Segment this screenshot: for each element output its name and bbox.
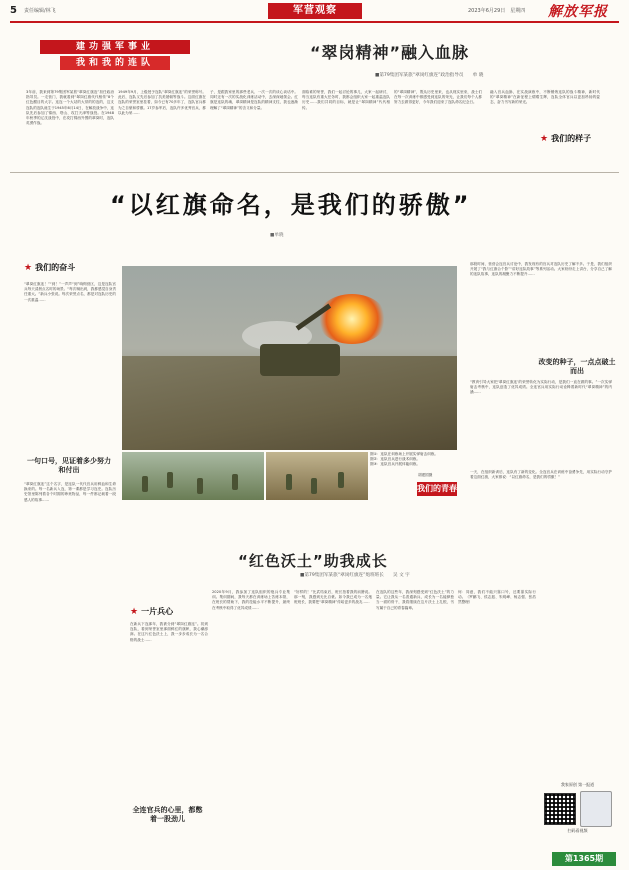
header-rule bbox=[10, 21, 619, 23]
bottom-article-byline: ■第79集团军某旅“翠岗红旗连”炮班班长 吴 文 宇 bbox=[300, 573, 410, 578]
main-article-title: “以红旗命名，是我们的骄傲” bbox=[110, 191, 472, 219]
star-icon: ★ bbox=[540, 134, 549, 144]
top-article-col-1: 3年前，我来到第79集团军某旅“翠岗红旗连”担任政治指导员。一走营门，我就看到“翠岗红旗代代相传”8个红色醒目的大字。连连一个大站的大常的的连的，这支连队的连队诞生于1945年6月14日，在解放战争中，连队先后参加了锦西、塔山、攻打天津等战役。在1948年秋季的辽沈战役中，在攻打锦西外围的翠岗时，连队英勇作战。 bbox=[26, 90, 114, 126]
main-left-col-3: “翠岗红旗连”这个名字，是连队一代代官兵用鲜血和生命换来的。每一名新兵入连，第一课都是学习连史。连队历史馆里陈列着各个时期的珍贵物品，每一件都记载着一段感人的故事…… bbox=[24, 482, 116, 502]
heading-soldier-heart: ★ 一片兵心 bbox=[130, 607, 174, 617]
section-divider bbox=[10, 172, 619, 173]
photo-tactical-training bbox=[122, 452, 264, 500]
issue-number-badge: 第1365期 bbox=[552, 852, 616, 866]
main-photo-artillery bbox=[122, 266, 457, 450]
top-article-col-3: 子，是跟我家里的那些老兵、一次一次的谈心谈话中。同时还有一次的实战化训练活动中，去深深地领会。红旗是连队的魂，翠岗精神是连队的精神支柱，我也逐渐理解了“翠岗精神”的含义和分量。 bbox=[210, 90, 298, 110]
subheading-determination: 全连官兵的心里，都憋着一股劲儿 bbox=[132, 806, 203, 823]
qr-title: 我家原创 第一报道 bbox=[560, 782, 595, 787]
qr-code-box bbox=[540, 782, 615, 842]
issue-date: 2023年6月29日 星期四 bbox=[468, 8, 526, 14]
bottom-col-1: 在新兵下连那年，我被分到“翠岗红旗连”。初到连队，看到荣誉室里那面鲜红的旗帜，我心潮澎湃。在这片红色沃土上，我一步步成长为一名合格的战士…… bbox=[130, 622, 208, 642]
bottom-col-2: 2020年9月，我参加了连队组织的炮兵专业集训。集训期间，我每天都在训练场上苦练本领，在班长的帮助下，我的技能水平不断提升，最终在考核中取得了优异成绩…… bbox=[212, 590, 290, 610]
main-article-byline: ■单晓 bbox=[270, 233, 284, 238]
top-article-col-4: 面临谁的荣誉，我们一起讨论的事儿，大家一起研讨，每当连队有重大任务时，我都会组织大家一起重温连队历史……我们共同的目标，就是让“翠岗精神”代代相传。 bbox=[302, 90, 390, 110]
main-right-col: 那段时间，营营会连官兵讨论中，我发现有的官兵对连队历史了解不多。于是，我们组织开展了“我与红旗合个影”“讲好连队故事”等系列活动。大家纷纷走上讲台，分享自己了解的连队故事，连队的凝聚力不断提升…… bbox=[470, 262, 612, 277]
main-right-col-3: 一天，在组织新训后，连队有了新的变化。全连官兵在训练中奋勇争先，用实际行动守护着这面红旗，大家都说：“以红旗命名，是我们的骄傲！” bbox=[470, 470, 612, 480]
column-banner bbox=[40, 40, 190, 70]
heading-our-look: ★ 我们的样子 bbox=[540, 134, 592, 144]
banner-line-1: 建功强军事业 bbox=[40, 40, 190, 54]
bottom-col-5: 何：同意，我们不能只靠口号，还要靠实际行动。（罗鹏飞、侯志振、朱明峰、杨志强、张浩然整理） bbox=[458, 590, 536, 605]
section-title: 军营观察 bbox=[268, 3, 362, 19]
main-left-col-1: “翠岗红旗连！”“到！”一声声“到”响彻营区，这是连队官兵每天清晨点名时的场景。“每次喊出到，我都感觉自身责任重大。”新兵小张说。每次荣誉点名，都是对连队历史的一次重温…… bbox=[24, 282, 116, 302]
bottom-col-4: 在连队的这些年，我深刻感受到“红色沃土”的力量。它让我从一名普通新兵，成长为一名能够独当一面的骨干，我将继续在这片沃土上扎根，书写属于自己的青春篇章。 bbox=[376, 590, 454, 610]
main-right-col-2: “教育引导大家把‘翠岗红旗连’的荣誉转化为实际行动，是我们一直在做的事。”一次实弹射击考核中，连队创造了优异成绩。全连官兵用实际行动诠释着新时代“翠岗精神”的内涵…… bbox=[470, 380, 612, 395]
top-article-title: “翠岗精神”融入血脉 bbox=[310, 43, 470, 62]
subheading-slogan: 一句口号，见证着多少努力和付出 bbox=[27, 457, 111, 474]
star-icon: ★ bbox=[24, 263, 33, 273]
heading-our-struggle: ★ 我们的奋斗 bbox=[24, 263, 76, 273]
top-article-col-5: 的“翠岗精神”，既从历史里来，也从现实里来，战士们在每一次训练中都感受到连队的荣光，让我们每个人都努力去做得更好，今年我们迎来了连队命名纪念日。 bbox=[394, 90, 482, 105]
banner-line-2: 我和我的连队 bbox=[60, 56, 170, 70]
youth-column-logo: 我们的青春 bbox=[417, 482, 457, 496]
artillery-vehicle bbox=[260, 344, 340, 376]
right-top-col: 融入官兵血脉，在实战演练中，不断锤炼连队的战斗精神，新时代的“翠岗精神”在新征程上熠熠生辉，连队全体官兵以更加昂扬的姿态，奋力书写新的荣光。 bbox=[490, 90, 600, 105]
photo-author: 胡建国摄 bbox=[418, 473, 433, 477]
editor-credit: 责任编辑/林飞 bbox=[24, 8, 56, 14]
muzzle-flash bbox=[317, 294, 387, 344]
subheading-seeds: 改变的种子，一点点破土而出 bbox=[538, 358, 616, 375]
page-number: 5 bbox=[10, 5, 17, 16]
star-icon: ★ bbox=[130, 607, 139, 617]
top-article-byline: ■第79集团军某旅“翠岗红旗连”政治指导员 单 晓 bbox=[375, 73, 484, 78]
bottom-col-3: “好样的！”比武结束后，班长拍着我的肩膀说。那一刻，我感到无比自豪。如今我已成为一名炮班班长，我要把“翠岗精神”传给更多的战友…… bbox=[294, 590, 372, 605]
photo-captions: 图①：连队在训练场上开展实弹射击训练。 图②：连队官兵进行战术训练。 图③：连队官兵开展体能训练。 bbox=[370, 452, 438, 466]
qr-scan-hint: 扫码看视频 bbox=[567, 828, 588, 833]
top-article-col-2: 1949年9月，上级授予连队“翠岗红旗连”的荣誉称号。此后，连队又先后参加了抗美援朝等战斗。这面红旗在连队的荣誉室里挂着，如今已有70多年了，连队官兵都为之自豪和骄傲。17岁参军后，连队许多优秀官兵，都以此为荣…… bbox=[118, 90, 206, 115]
photo-physical-training bbox=[266, 452, 368, 500]
bottom-article-title: “红色沃土”助我成长 bbox=[238, 552, 388, 570]
phone-preview-icon bbox=[580, 791, 612, 827]
newspaper-logo: 解放军报 bbox=[548, 4, 608, 20]
qr-code-icon[interactable] bbox=[544, 793, 576, 825]
